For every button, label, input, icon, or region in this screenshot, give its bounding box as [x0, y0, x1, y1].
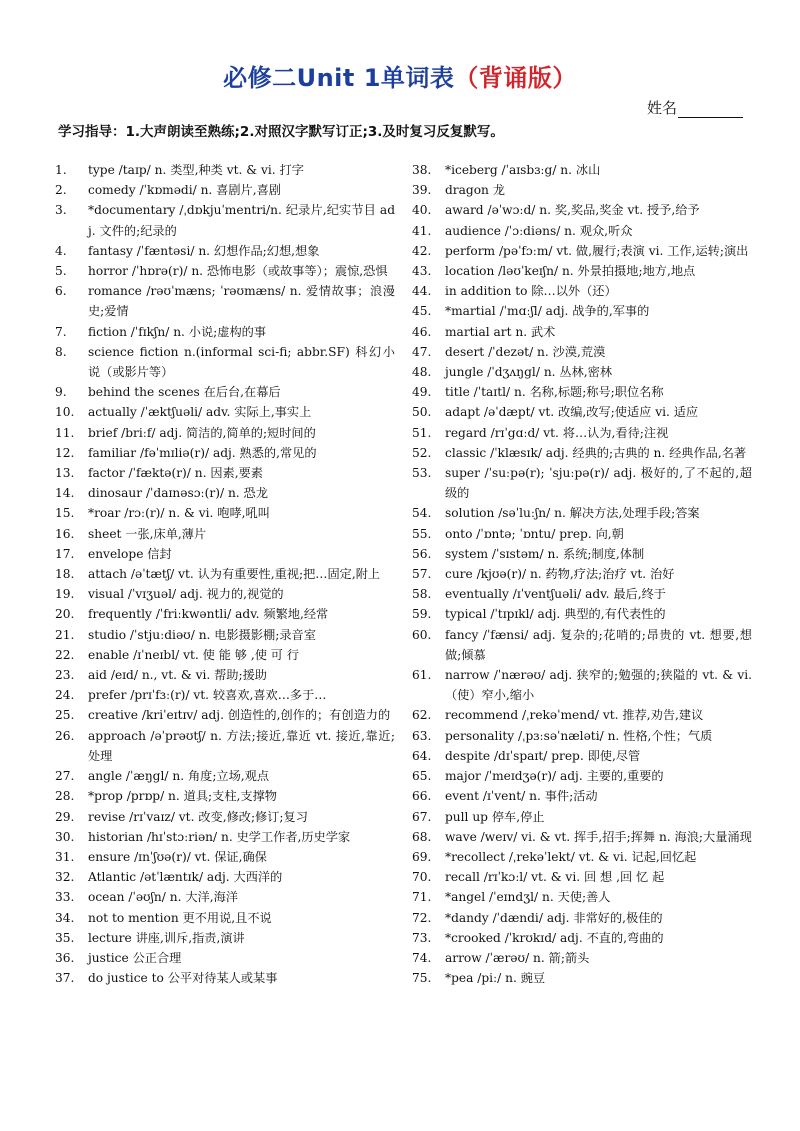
vocab-item-number: 2. — [55, 183, 67, 198]
vocab-item-text: martial art n. 武术 — [445, 324, 556, 339]
vocab-item-text: dragon 龙 — [445, 183, 505, 198]
vocab-item-number: 60. — [412, 627, 432, 642]
vocab-item-text: actually /ˈæktʃuəli/ adv. 实际上,事实上 — [88, 405, 312, 420]
vocab-item-text: major /ˈmeɪdʒə(r)/ adj. 主要的,重要的 — [445, 769, 664, 784]
vocab-item-text: envelope 信封 — [88, 546, 172, 561]
vocab-item-number: 26. — [55, 728, 75, 743]
vocab-item-number: 13. — [55, 466, 75, 481]
vocab-item — [412, 928, 752, 948]
title-subtitle: （背诵版） — [454, 64, 577, 92]
vocab-item-text: *martial /ˈmɑːʃl/ adj. 战争的,军事的 — [445, 304, 650, 319]
vocab-item — [55, 604, 395, 624]
vocab-item-number: 55. — [412, 526, 432, 541]
vocab-item-number: 22. — [55, 647, 75, 662]
vocab-item-text: ocean /ˈəʊʃn/ n. 大洋,海洋 — [88, 890, 238, 905]
vocab-item-text: angle /ˈæŋgl/ n. 角度;立场,观点 — [88, 769, 270, 784]
vocab-item — [55, 786, 395, 806]
vocab-item-text: sheet 一张,床单,薄片 — [88, 526, 207, 541]
vocab-item — [412, 665, 752, 705]
vocab-item-number: 62. — [412, 708, 432, 723]
vocab-item — [412, 180, 752, 200]
vocab-column-right — [412, 160, 752, 988]
vocab-item-number: 58. — [412, 587, 432, 602]
vocab-item — [55, 968, 395, 988]
vocab-item-number: 19. — [55, 587, 75, 602]
vocab-item-number: 39. — [412, 183, 432, 198]
vocab-item-text: prefer /prɪˈfɜː(r)/ vt. 较喜欢,喜欢…多于… — [88, 688, 327, 703]
vocab-item-number: 6. — [55, 284, 67, 299]
vocab-item — [412, 443, 752, 463]
vocab-item — [412, 887, 752, 907]
vocab-item — [55, 847, 395, 867]
vocab-item-number: 52. — [412, 445, 432, 460]
vocab-item — [412, 342, 752, 362]
vocab-item-number: 3. — [55, 203, 67, 218]
vocab-item — [55, 382, 395, 402]
vocab-item-text: arrow /ˈærəʊ/ n. 箭;箭头 — [445, 950, 590, 965]
vocab-item-text: *iceberg /ˈaɪsbɜːg/ n. 冰山 — [445, 163, 601, 177]
vocab-item-number: 32. — [55, 870, 75, 885]
vocab-item-text: *crooked /ˈkrʊkɪd/ adj. 不直的,弯曲的 — [445, 930, 664, 945]
vocab-item-text: enable /ɪˈneɪbl/ vt. 使 能 够 ,使 可 行 — [88, 647, 300, 662]
vocab-item-text: fiction /ˈfɪkʃn/ n. 小说;虚构的事 — [88, 324, 267, 339]
vocab-item-text: award /əˈwɔːd/ n. 奖,奖品,奖金 vt. 授予,给予 — [445, 203, 700, 218]
vocab-item-text: studio /ˈstjuːdiəʊ/ n. 电影摄影棚;录音室 — [88, 627, 316, 642]
vocab-item-number: 4. — [55, 243, 67, 258]
vocab-item-text: *prop /prɒp/ n. 道具;支柱,支撑物 — [88, 789, 277, 804]
vocab-item-number: 63. — [412, 728, 432, 743]
vocab-item-number: 20. — [55, 607, 75, 622]
vocab-item-text: factor /ˈfæktə(r)/ n. 因素,要素 — [88, 466, 263, 481]
vocab-item-number: 74. — [412, 950, 432, 965]
vocab-item-number: 36. — [55, 950, 75, 965]
vocab-item-text: personality /ˌpɜːsəˈnæləti/ n. 性格,个性；气质 — [445, 728, 713, 743]
vocab-item-text: brief /briːf/ adj. 简洁的,简单的;短时间的 — [88, 425, 316, 440]
vocab-item-text: romance /rəʊˈmæns; ˈrəʊmæns/ n. 爱情故事；浪漫史;爱情 — [88, 284, 395, 319]
vocab-item-text: *documentary /ˌdɒkjuˈmentri/n. 纪录片,纪实节目 adj. 文件的;纪录的 — [88, 203, 395, 238]
vocab-item — [55, 827, 395, 847]
vocab-item-number: 17. — [55, 546, 75, 561]
vocab-item-text: type /taɪp/ n. 类型,种类 vt. & vi. 打字 — [88, 163, 304, 177]
vocab-item-number: 66. — [412, 789, 432, 804]
vocab-item-number: 40. — [412, 203, 432, 218]
vocab-item-text: desert /ˈdezət/ n. 沙漠,荒漠 — [445, 344, 606, 359]
vocab-item-number: 9. — [55, 385, 67, 400]
vocab-item-text: recall /rɪˈkɔːl/ vt. & vi. 回 想 ,回 忆 起 — [445, 870, 665, 885]
vocab-item-number: 14. — [55, 486, 75, 501]
vocab-item-text: historian /hɪˈstɔːriən/ n. 史学工作者,历史学家 — [88, 829, 351, 844]
vocab-item-number: 50. — [412, 405, 432, 420]
vocab-item-number: 48. — [412, 365, 432, 380]
vocab-item-text: onto /ˈɒntə; ˈɒntu/ prep. 向,朝 — [445, 526, 624, 541]
vocab-item-number: 69. — [412, 849, 432, 864]
vocab-item-text: *roar /rɔː(r)/ n. & vi. 咆哮,吼叫 — [88, 506, 270, 521]
vocab-item-number: 57. — [412, 567, 432, 582]
vocab-item-text: horror /ˈhɒrə(r)/ n. 恐怖电影（或故事等）；震惊,恐惧 — [88, 264, 388, 279]
vocab-item-text: *dandy /ˈdændi/ adj. 非常好的,极佳的 — [445, 910, 663, 925]
vocab-item — [55, 524, 395, 544]
vocab-item — [55, 564, 395, 584]
vocab-item-text: Atlantic /ətˈlæntɪk/ adj. 大西洋的 — [88, 870, 283, 885]
vocab-item — [412, 241, 752, 261]
vocab-item — [412, 807, 752, 827]
vocab-item — [55, 887, 395, 907]
vocab-item — [55, 342, 395, 382]
vocab-item-number: 72. — [412, 910, 432, 925]
vocab-item — [412, 584, 752, 604]
vocab-item — [412, 261, 752, 281]
vocab-item — [412, 564, 752, 584]
vocab-item-text: eventually /ɪˈventʃuəli/ adv. 最后,终于 — [445, 587, 666, 602]
vocab-item-number: 16. — [55, 526, 75, 541]
vocab-item-number: 45. — [412, 304, 432, 319]
vocab-item — [55, 584, 395, 604]
vocab-item — [55, 928, 395, 948]
vocab-item-text: behind the scenes 在后台,在幕后 — [88, 385, 281, 400]
vocab-item-number: 27. — [55, 769, 75, 784]
vocab-item-number: 71. — [412, 890, 432, 905]
vocab-item — [55, 705, 395, 725]
vocab-item — [412, 705, 752, 725]
vocab-item — [412, 322, 752, 342]
vocab-item — [55, 503, 395, 523]
vocab-item — [412, 200, 752, 220]
vocab-item — [412, 463, 752, 503]
vocab-item-number: 24. — [55, 688, 75, 703]
vocab-item — [412, 827, 752, 847]
vocab-item — [412, 382, 752, 402]
vocab-item-number: 38. — [412, 163, 432, 177]
vocab-item-number: 12. — [55, 445, 75, 460]
vocab-item-text: creative /kriˈeɪtɪv/ adj. 创造性的,创作的；有创造力的 — [88, 708, 391, 723]
vocab-item — [55, 807, 395, 827]
vocab-item-text: do justice to 公平对待某人或某事 — [88, 971, 278, 986]
vocab-item — [55, 948, 395, 968]
vocab-item — [412, 746, 752, 766]
vocab-item-text: fancy /ˈfænsi/ adj. 复杂的;花哨的;昂贵的 vt. 想要,想做;倾慕 — [445, 627, 752, 662]
vocab-item-text: justice 公正合理 — [88, 950, 182, 965]
vocab-item — [55, 443, 395, 463]
vocab-item-text: aid /eɪd/ n., vt. & vi. 帮助;援助 — [88, 668, 267, 683]
vocab-item — [55, 726, 395, 766]
vocab-item — [55, 160, 395, 180]
vocab-item — [55, 867, 395, 887]
vocab-item-text: ensure /ɪnˈʃʊə(r)/ vt. 保证,确保 — [88, 849, 267, 864]
vocab-item — [55, 402, 395, 422]
vocab-item-text: solution /səˈluːʃn/ n. 解决方法,处理手段;答案 — [445, 506, 700, 521]
vocab-item-number: 10. — [55, 405, 75, 420]
vocab-item-text: regard /rɪˈgɑːd/ vt. 将…认为,看待;注视 — [445, 425, 669, 440]
vocab-item-text: title /ˈtaɪtl/ n. 名称,标题;称号;职位名称 — [445, 385, 664, 400]
vocab-item-number: 64. — [412, 748, 432, 763]
vocab-item — [412, 402, 752, 422]
vocab-item-number: 11. — [55, 425, 75, 440]
vocab-item-number: 21. — [55, 627, 75, 642]
vocab-item — [412, 786, 752, 806]
vocab-item-text: super /ˈsuːpə(r); ˈsjuːpə(r)/ adj. 极好的,了不起的,超级的 — [445, 466, 752, 501]
vocab-item-text: jungle /ˈdʒʌŋgl/ n. 丛林,密林 — [445, 365, 613, 380]
vocab-item-text: dinosaur /ˈdaɪnəsɔː(r)/ n. 恐龙 — [88, 486, 268, 501]
vocab-item-text: lecture 讲座,训斥,指责,演讲 — [88, 930, 245, 945]
vocab-item-text: *angel /ˈeɪndʒl/ n. 天使;善人 — [445, 890, 611, 905]
vocab-item — [55, 645, 395, 665]
vocab-item-text: attach /əˈtætʃ/ vt. 认为有重要性,重视;把…固定,附上 — [88, 567, 381, 582]
vocab-item-number: 75. — [412, 971, 432, 986]
vocab-item-number: 41. — [412, 223, 432, 238]
vocab-item — [412, 766, 752, 786]
vocab-item-number: 7. — [55, 324, 67, 339]
vocab-item — [412, 160, 752, 180]
vocab-item — [412, 221, 752, 241]
vocab-item-text: fantasy /ˈfæntəsi/ n. 幻想作品;幻想,想象 — [88, 243, 320, 258]
vocab-item — [412, 625, 752, 665]
vocab-item-text: adapt /əˈdæpt/ vt. 改编,改写;使适应 vi. 适应 — [445, 405, 699, 420]
vocab-item — [412, 362, 752, 382]
vocab-item-text: wave /weɪv/ vi. & vt. 挥手,招手;挥舞 n. 海浪;大量涌现 — [445, 829, 752, 844]
name-label: 姓名 — [647, 99, 678, 117]
vocab-item-number: 65. — [412, 769, 432, 784]
vocab-item-number: 44. — [412, 284, 432, 299]
vocab-item-number: 54. — [412, 506, 432, 521]
vocab-item-text: cure /kjʊə(r)/ n. 药物,疗法;治疗 vt. 治好 — [445, 567, 675, 582]
vocab-item-text: approach /əˈprəʊtʃ/ n. 方法;接近,靠近 vt. 接近,靠近;处理 — [88, 728, 395, 763]
vocab-item-number: 67. — [412, 809, 432, 824]
vocab-item-text: narrow /ˈnærəʊ/ adj. 狭窄的;勉强的;狭隘的 vt. & vi.（使）窄小,缩小 — [445, 668, 752, 703]
vocab-item — [412, 544, 752, 564]
vocab-item — [55, 423, 395, 443]
vocab-item — [412, 867, 752, 887]
vocab-item-number: 29. — [55, 809, 75, 824]
vocab-item-number: 49. — [412, 385, 432, 400]
vocab-item-number: 28. — [55, 789, 75, 804]
vocab-item-number: 53. — [412, 466, 432, 481]
vocab-item-text: pull up 停车,停止 — [445, 809, 545, 824]
vocab-item — [412, 301, 752, 321]
vocab-item-text: comedy /ˈkɒmədi/ n. 喜剧片,喜剧 — [88, 183, 281, 198]
title-main: 必修二Unit 1单词表 — [223, 64, 455, 92]
vocab-item — [412, 908, 752, 928]
vocab-item — [55, 766, 395, 786]
vocab-item-text: science fiction n.(informal sci-fi; abbr.SF) 科幻小说（或影片等） — [88, 344, 395, 380]
vocab-item-text: event /ɪˈvent/ n. 事件;活动 — [445, 789, 598, 804]
vocab-item — [55, 200, 395, 240]
vocab-item — [55, 322, 395, 342]
vocab-item-number: 30. — [55, 829, 75, 844]
vocab-item-text: typical /ˈtɪpɪkl/ adj. 典型的,有代表性的 — [445, 607, 666, 622]
vocab-item — [55, 544, 395, 564]
vocab-item-number: 5. — [55, 264, 67, 279]
vocab-item-number: 56. — [412, 546, 432, 561]
vocab-item-number: 42. — [412, 243, 432, 258]
vocab-item-number: 73. — [412, 930, 432, 945]
vocab-item-text: despite /dɪˈspaɪt/ prep. 即使,尽管 — [445, 748, 641, 763]
vocab-item-text: classic /ˈklæsɪk/ adj. 经典的;古典的 n. 经典作品,名著 — [445, 445, 747, 460]
vocab-item — [55, 625, 395, 645]
vocab-item-text: visual /ˈvɪʒuəl/ adj. 视力的,视觉的 — [88, 587, 284, 602]
vocab-item — [55, 685, 395, 705]
vocab-item-number: 37. — [55, 971, 75, 986]
study-guide: 学习指导：1.大声朗读至熟练;2.对照汉字默写订正;3.及时复习反复默写。 — [58, 124, 504, 140]
vocab-item-text: frequently /ˈfriːkwəntli/ adv. 频繁地,经常 — [88, 607, 329, 622]
vocab-item — [412, 948, 752, 968]
vocab-item — [412, 847, 752, 867]
vocab-item-number: 68. — [412, 829, 432, 844]
vocab-item-number: 59. — [412, 607, 432, 622]
vocab-item-text: not to mention 更不用说,且不说 — [88, 910, 272, 925]
vocab-item — [55, 261, 395, 281]
vocab-item-number: 23. — [55, 668, 75, 683]
vocab-item-text: audience /ˈɔːdiəns/ n. 观众,听众 — [445, 223, 633, 238]
vocab-item-number: 33. — [55, 890, 75, 905]
vocab-item — [412, 423, 752, 443]
vocab-item-number: 31. — [55, 849, 75, 864]
vocab-item-number: 25. — [55, 708, 75, 723]
vocab-item — [412, 604, 752, 624]
vocab-item-text: familiar /fəˈmɪliə(r)/ adj. 熟悉的,常见的 — [88, 445, 317, 460]
vocab-column-left — [55, 160, 395, 988]
vocab-item-text: recommend /ˌrekəˈmend/ vt. 推荐,劝告,建议 — [445, 708, 704, 723]
vocab-item-number: 43. — [412, 264, 432, 279]
vocab-item — [55, 241, 395, 261]
vocab-item — [412, 503, 752, 523]
vocab-item — [412, 968, 752, 988]
vocab-item — [55, 483, 395, 503]
vocab-item — [412, 726, 752, 746]
vocab-item — [412, 524, 752, 544]
vocab-item-number: 35. — [55, 930, 75, 945]
name-blank-line — [678, 103, 743, 118]
vocab-item — [55, 281, 395, 321]
vocab-item-number: 1. — [55, 163, 67, 177]
vocab-item — [55, 665, 395, 685]
name-field — [647, 97, 743, 118]
vocab-item-text: *recollect /ˌrekəˈlekt/ vt. & vi. 记起,回忆起 — [445, 849, 697, 864]
vocab-item-number: 51. — [412, 425, 432, 440]
vocab-item-text: perform /pəˈfɔːm/ vt. 做,履行;表演 vi. 工作,运转;演出 — [445, 243, 749, 258]
page-title — [0, 58, 800, 93]
vocab-item-number: 8. — [55, 344, 67, 359]
vocab-item-text: *pea /piː/ n. 豌豆 — [445, 971, 546, 986]
vocab-item-number: 70. — [412, 870, 432, 885]
vocab-item — [55, 180, 395, 200]
vocab-item — [55, 908, 395, 928]
vocab-item — [55, 463, 395, 483]
vocab-item-number: 46. — [412, 324, 432, 339]
vocab-item-number: 61. — [412, 668, 432, 683]
vocab-item-text: system /ˈsɪstəm/ n. 系统;制度,体制 — [445, 546, 645, 561]
vocab-item-text: revise /rɪˈvaɪz/ vt. 改变,修改;修订;复习 — [88, 809, 308, 824]
vocab-item-number: 15. — [55, 506, 75, 521]
vocab-item-number: 18. — [55, 567, 75, 582]
vocab-item — [412, 281, 752, 301]
vocab-item-text: location /ləʊˈkeɪʃn/ n. 外景拍摄地;地方,地点 — [445, 264, 696, 279]
vocab-item-text: in addition to 除…以外（还） — [445, 284, 617, 299]
vocab-item-number: 47. — [412, 344, 432, 359]
vocab-item-number: 34. — [55, 910, 75, 925]
